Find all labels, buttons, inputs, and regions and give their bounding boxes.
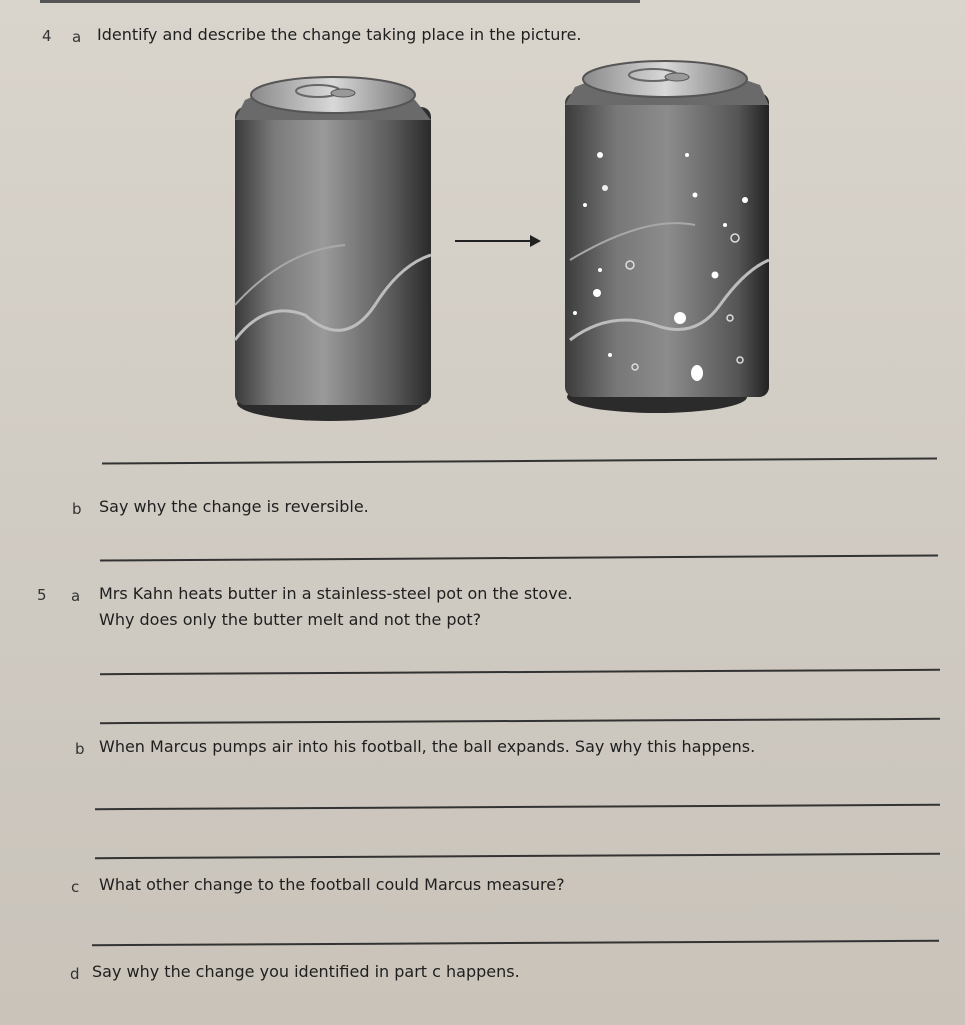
soda-can-icon — [235, 77, 431, 421]
q5d-prompt: Say why the change you identified in part c happens. — [92, 962, 520, 981]
q5b-prompt: When Marcus pumps air into his football, the ball expands. Say why this happens. — [99, 737, 756, 756]
q5-part-b-letter: b — [75, 740, 85, 758]
soda-cans-figure — [225, 55, 785, 430]
q4a-prompt: Identify and describe the change taking place in the picture. — [97, 25, 582, 44]
soda-can-with-bubbles-icon — [565, 61, 769, 413]
q4b-prompt: Say why the change is reversible. — [99, 497, 369, 516]
question-number-4: 4 — [42, 27, 52, 45]
arrow-right-icon — [455, 235, 541, 247]
q5c-prompt: What other change to the football could Marcus measure? — [99, 875, 565, 894]
answer-line-5a-2[interactable] — [100, 718, 940, 724]
q5a-prompt-line2: Why does only the butter melt and not the pot? — [99, 610, 482, 629]
q5-part-c-letter: c — [71, 878, 80, 896]
question-number-5: 5 — [37, 586, 47, 604]
answer-line-5a-1[interactable] — [100, 669, 940, 675]
answer-line-5c[interactable] — [92, 940, 939, 946]
q4-part-b-letter: b — [72, 500, 82, 518]
q4-part-a-letter: a — [72, 28, 82, 46]
answer-line-4a[interactable] — [102, 457, 937, 464]
answer-line-5b-2[interactable] — [95, 853, 940, 859]
q5-part-a-letter: a — [71, 587, 81, 605]
q5a-prompt-line1: Mrs Kahn heats butter in a stainless-steel pot on the stove. — [99, 584, 573, 603]
q5-part-d-letter: d — [70, 965, 80, 983]
answer-line-5b-1[interactable] — [95, 804, 940, 810]
top-rule — [40, 0, 640, 3]
answer-line-4b[interactable] — [100, 554, 938, 561]
